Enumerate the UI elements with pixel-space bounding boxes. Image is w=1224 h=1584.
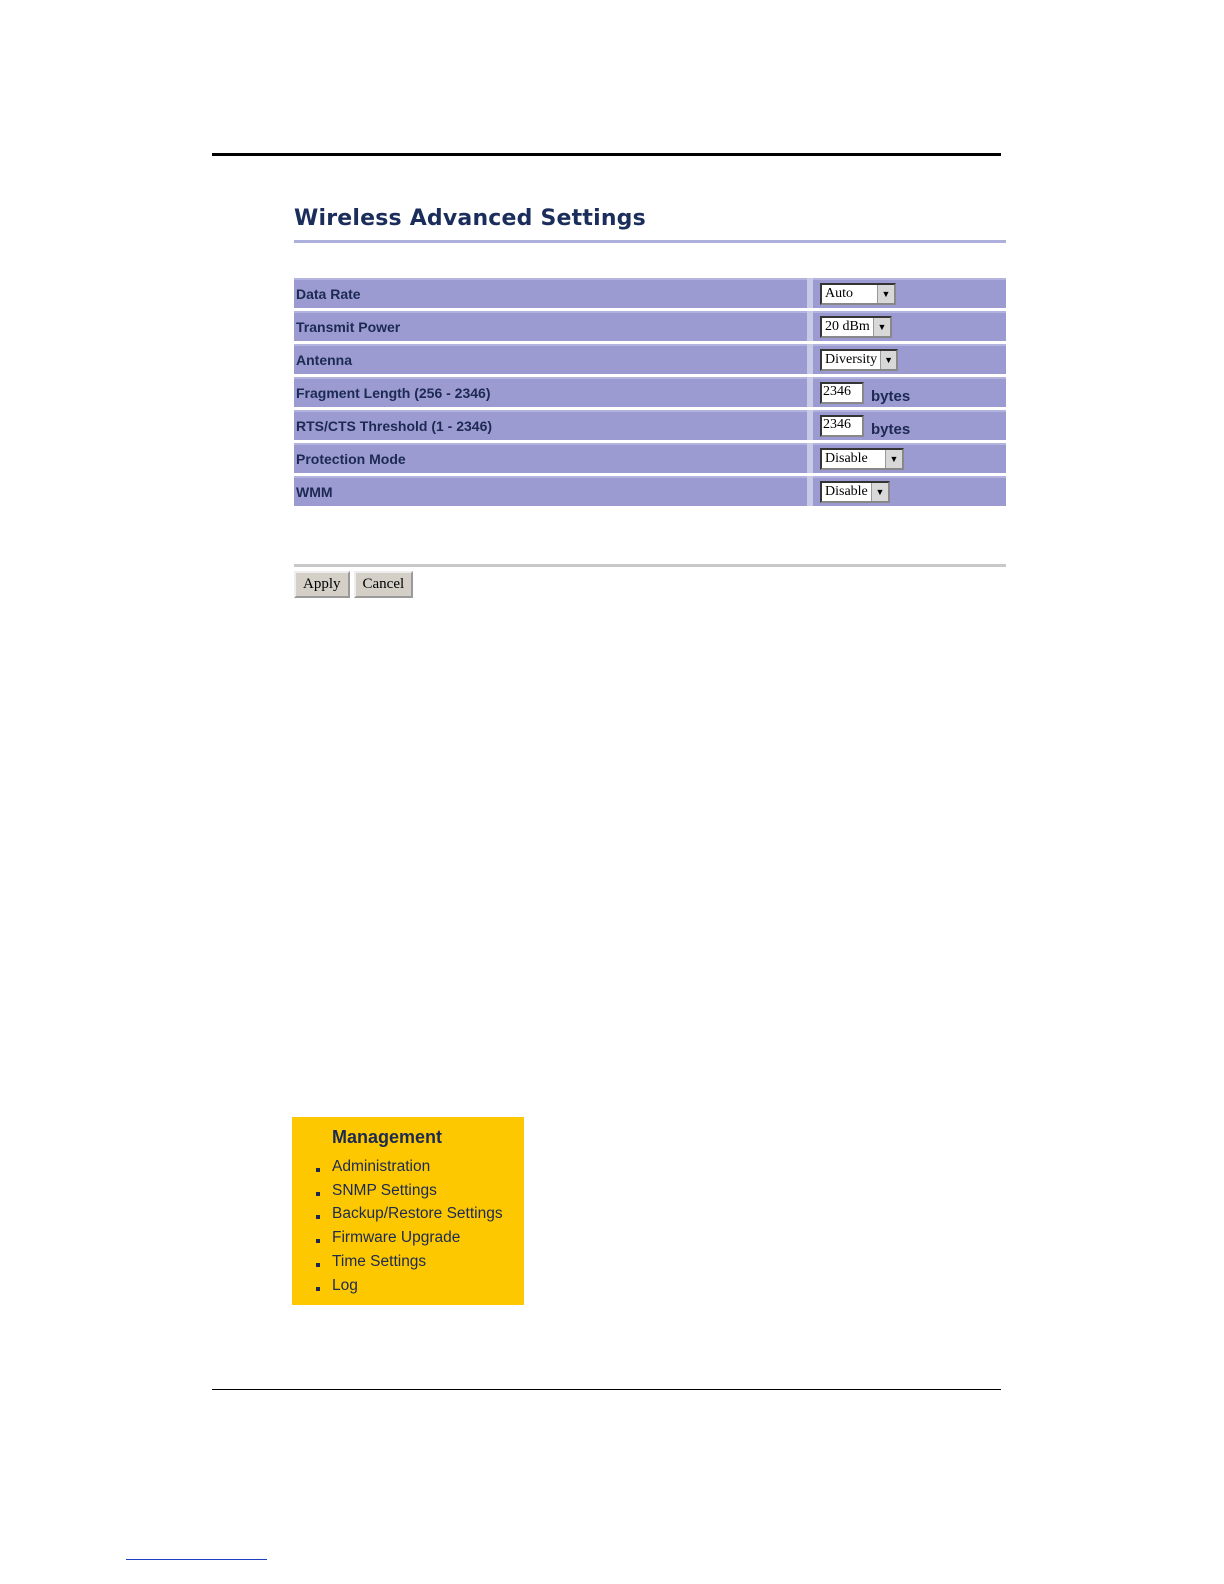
footnote-rule [126,1559,267,1560]
chevron-down-icon: ▼ [871,483,888,501]
chevron-down-icon: ▼ [880,351,896,369]
setting-label: Data Rate [294,278,807,308]
setting-label: Protection Mode [294,443,807,473]
transmit-power-select[interactable]: 20 dBm ▼ [820,316,892,338]
management-menu [292,1117,524,1305]
management-item-log[interactable]: Log [316,1274,503,1298]
management-item-administration[interactable]: Administration [316,1155,503,1179]
setting-row-data-rate [294,278,1006,308]
unit-label: bytes [871,420,911,438]
protection-mode-select[interactable]: Disable ▼ [820,448,904,470]
data-rate-select[interactable]: Auto ▼ [820,283,896,305]
page-header-rule [212,153,1001,156]
unit-label: bytes [871,387,911,405]
settings-table [294,278,1006,509]
rts-cts-threshold-input[interactable]: 2346 [820,415,864,437]
bullet-icon [316,1168,320,1172]
setting-row-antenna [294,344,1006,374]
antenna-select[interactable]: Diversity ▼ [820,349,898,371]
page-footer-rule [212,1389,1001,1390]
management-item-time-settings[interactable]: Time Settings [316,1250,503,1274]
management-item-snmp-settings[interactable]: SNMP Settings [316,1179,503,1203]
bullet-icon [316,1215,320,1219]
setting-label: Transmit Power [294,311,807,341]
wmm-select[interactable]: Disable ▼ [820,481,890,503]
management-list [316,1155,503,1298]
setting-row-rts-cts-threshold [294,410,1006,440]
management-title: Management [332,1127,443,1147]
setting-row-protection-mode [294,443,1006,473]
bullet-icon [316,1192,320,1196]
apply-button[interactable]: Apply [294,571,350,598]
form-actions [294,571,413,598]
setting-label: WMM [294,476,807,506]
title-underline [294,240,1006,243]
bullet-icon [316,1263,320,1267]
bullet-icon [316,1287,320,1291]
setting-label: RTS/CTS Threshold (1 - 2346) [294,410,807,440]
page-title: Wireless Advanced Settings [294,206,646,231]
setting-row-wmm [294,476,1006,506]
setting-row-transmit-power [294,311,1006,341]
button-separator [294,564,1006,567]
chevron-down-icon: ▼ [877,285,894,303]
setting-label: Fragment Length (256 - 2346) [294,377,807,407]
chevron-down-icon: ▼ [873,318,890,336]
management-item-firmware-upgrade[interactable]: Firmware Upgrade [316,1226,503,1250]
cancel-button[interactable]: Cancel [354,571,414,598]
chevron-down-icon: ▼ [885,450,902,468]
setting-label: Antenna [294,344,807,374]
fragment-length-input[interactable]: 2346 [820,382,864,404]
bullet-icon [316,1239,320,1243]
setting-row-fragment-length [294,377,1006,407]
management-item-backup-restore[interactable]: Backup/Restore Settings [316,1203,503,1227]
